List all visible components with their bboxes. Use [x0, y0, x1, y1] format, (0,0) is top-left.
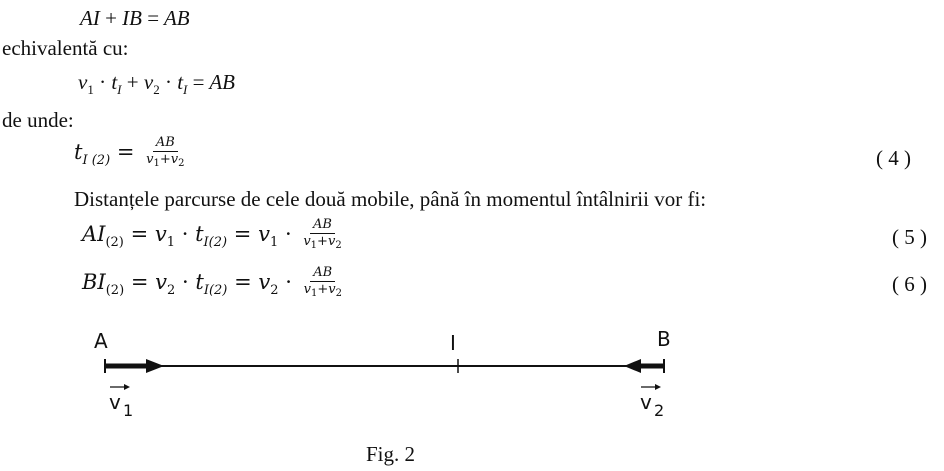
eq5-equals-2: =	[233, 222, 252, 246]
label-point-i: I	[450, 331, 456, 355]
eq1-ab: AB	[163, 6, 190, 30]
eq6-equals-1: =	[130, 270, 149, 294]
eq6-fraction	[301, 266, 345, 301]
v2-vector-tip	[655, 384, 661, 390]
eq2-plus: +	[126, 70, 139, 94]
label-v1-sub: 1	[123, 401, 134, 420]
eq4-numerator: AB	[153, 136, 178, 152]
eq6-lhs: $BI_{(2)}$	[82, 270, 125, 298]
eq2-v2: $v_2$	[143, 70, 160, 97]
eq5-numerator: AB	[310, 218, 335, 234]
eq6-v2-b: $v_2$	[258, 270, 279, 298]
eq6-dot-1: ·	[181, 270, 189, 294]
eq1-ib: IB	[122, 6, 142, 30]
equation-ai-ib-ab	[80, 6, 190, 31]
label-v1-letter: v	[109, 390, 121, 414]
eq5-v1: $v_1$	[154, 222, 176, 250]
eq5-v1-b: $v_1$	[258, 222, 279, 250]
equation-number-6: ( 6 )	[892, 272, 927, 296]
figure-caption: Fig. 2	[366, 442, 416, 466]
eq2-equals: =	[192, 70, 205, 94]
equation-number-5: ( 5 )	[892, 225, 927, 249]
eq6-t: $t_{I(2)}$	[195, 270, 228, 298]
eq6-numerator: AB	[310, 266, 335, 282]
eq5-denominator: $v_1+v_2$	[303, 234, 342, 251]
eq2-dot1: ·	[99, 70, 107, 94]
eq2-ab: AB	[209, 70, 235, 94]
eq4-denominator: $v_1+v_2$	[146, 152, 185, 169]
eq5-fraction	[300, 218, 344, 253]
equation-6-bi	[82, 266, 347, 301]
eq1-ai: AI	[80, 6, 100, 30]
eq1-equals: =	[147, 6, 160, 30]
eq6-dot-2: ·	[285, 270, 292, 294]
eq1-plus: +	[105, 6, 117, 30]
eq6-equals-2: =	[234, 270, 252, 294]
arrow-v2-head	[624, 359, 641, 373]
label-v2-letter: v	[640, 390, 652, 414]
label-v2-sub: 2	[654, 401, 665, 420]
equation-5-ai	[82, 218, 347, 253]
eq2-v1: $v_1$	[78, 70, 94, 97]
text-equivalent-with: echivalentă cu:	[2, 36, 129, 60]
eq6-v2: $v_2$	[155, 270, 176, 298]
eq5-lhs: $AI_{(2)}$	[82, 222, 124, 250]
label-point-a: A	[94, 329, 108, 353]
equation-4-time	[74, 136, 190, 171]
text-whence: de unde:	[2, 108, 74, 132]
eq4-equals: =	[116, 140, 135, 164]
eq5-dot-1: ·	[181, 222, 189, 246]
eq5-dot-2: ·	[284, 222, 292, 246]
eq2-dot2: ·	[164, 70, 172, 94]
eq2-t2: $t_I$	[177, 70, 188, 97]
equation-v1t-v2t-ab	[78, 70, 235, 98]
eq5-t: $t_{I(2)}$	[195, 222, 228, 250]
eq4-t: $t_{I (2)}$	[74, 140, 111, 168]
label-point-b: B	[657, 327, 671, 351]
arrow-v1-head	[146, 359, 164, 373]
v1-vector-tip	[124, 384, 130, 390]
equation-number-4: ( 4 )	[876, 146, 911, 170]
eq6-denominator: $v_1+v_2$	[303, 282, 342, 299]
eq2-t1: $t_I$	[111, 70, 122, 97]
figure-segment-diagram	[80, 318, 700, 430]
eq5-equals-1: =	[130, 222, 149, 246]
text-distances: Distanțele parcurse de cele două mobile, până în momentul întâlnirii vor fi:	[74, 187, 707, 211]
eq4-fraction	[143, 136, 187, 171]
